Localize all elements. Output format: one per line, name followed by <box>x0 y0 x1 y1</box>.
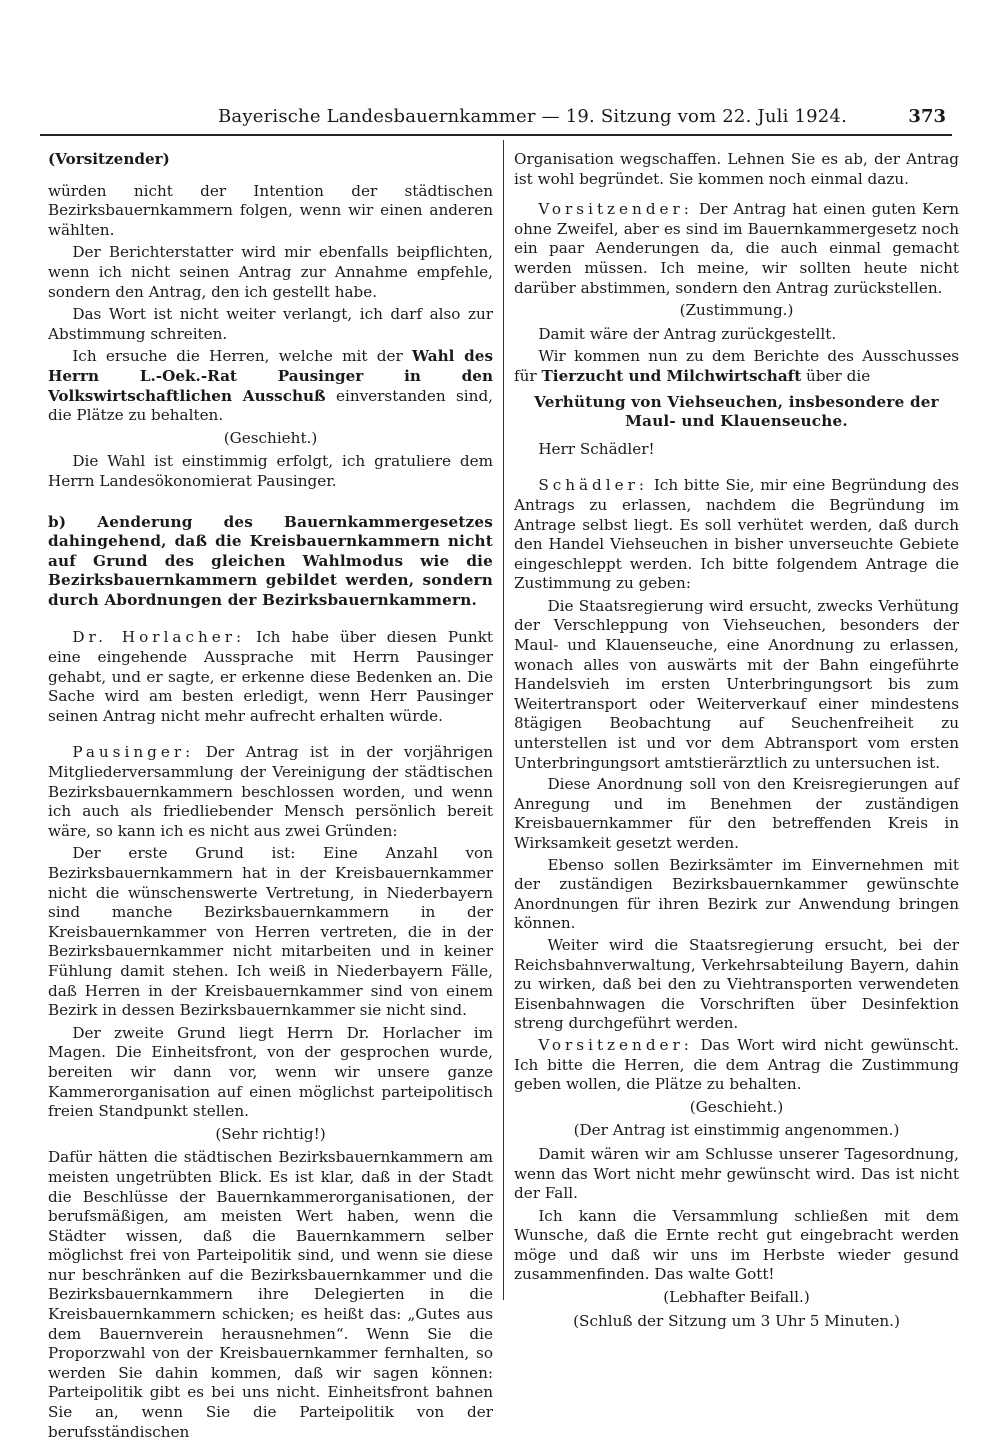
stage-direction: (Geschieht.) <box>689 1097 784 1116</box>
running-header <box>40 100 952 130</box>
paragraph: Damit wären wir am Schlusse unserer Tagesordnung, wenn das Wort nicht mehr gewünscht wird. Das ist nicht der Fall. <box>514 1144 959 1203</box>
motion-text: Diese Anordnung soll von den Kreisregierungen auf Anregung und im Benehmen der zuständigen Kreisbauernkammer für den betreffenden Kreis in Wirksamkeit gesetzt werden. <box>514 775 959 852</box>
speech <box>48 628 493 726</box>
text-run: einverstanden sind, die Plätze zu behalten. <box>48 386 493 425</box>
speech <box>514 1036 959 1095</box>
motion-text: Ebenso sollen Bezirksämter im Einvernehmen mit der zuständigen Bezirksbauernkammer gewünschte Anordnungen für ihren Bezirk zur Anwendung bringen können. <box>514 855 959 933</box>
paragraph: Der Berichterstatter wird mir ebenfalls beipflichten, wenn ich nicht seinen Antrag zur Annahme empfehle, sondern den Antrag, den ich gestellt habe. <box>48 243 493 301</box>
spacer <box>48 495 493 503</box>
emphasis-text: Wahl des Herrn L.-Oek.-Rat Pausinger in den Volkswirtschaftlichen Ausschuß <box>48 347 493 405</box>
running-title: Bayerische Landesbauernkammer — 19. Sitzung vom 22. Juli 1924. <box>218 106 847 127</box>
stage-direction: (Schluß der Sitzung um 3 Uhr 5 Minuten.) <box>573 1311 900 1330</box>
paragraph: Das Wort ist nicht weiter verlangt, ich darf also zur Abstimmung schreiten. <box>48 305 493 343</box>
text-run: über die <box>806 366 871 385</box>
paragraph: Damit wäre der Antrag zurückgestellt. <box>538 324 837 343</box>
page-number: 373 <box>908 106 946 127</box>
section-label: (Vorsitzender) <box>48 150 170 168</box>
paragraph: würden nicht der Intention der städtischen Bezirksbauernkammern folgen, wenn wir einen anderen wählten. <box>48 181 493 239</box>
paragraph: Dafür hätten die städtischen Bezirksbauernkammern am meisten ungetrübten Blick. Es ist klar, daß in der Stadt die Beschlüsse der Bauernkammerorganisationen, der berufsmäßigen, am meisten Wert haben, wenn die Städter wissen, daß die Bauernkammern selber möglichst frei von Parteipolitik sind, und wenn sie diese nur beschränken auf die Bezirksbauernkammer und die Bezirksbauernkammern ihre Delegierten in die Kreisbauernkammern schicken; es heißt das: „Gutes aus dem Bauernverein herausnehmen“. Wenn Sie die Proporzwahl von der Kreisbauernkammer fernhalten, so werden Sie dahin kommen, daß wir sagen können: Parteipolitik gibt es bei uns nicht. Einheitsfront bahnen Sie an, wenn Sie die Parteipolitik von der berufsständischen <box>48 1148 493 1441</box>
right-column <box>514 150 959 1335</box>
speaker-name: Vorsitzender: <box>538 1035 693 1054</box>
spacer <box>48 729 493 743</box>
motion-text: Weiter wird die Staatsregierung ersucht, bei der Reichsbahnverwaltung, Verkehrsabteilung Bayern, dahin zu wirken, daß bei den zu Viehtransporten verwendeten Eisenbahnwagen die Vorschriften über Desinfektion streng durchgeführt werden. <box>514 935 959 1033</box>
speech <box>48 743 493 841</box>
text-run: Ich ersuche die Herren, welche mit der <box>72 347 403 366</box>
agenda-heading: b) Aenderung des Bauernkammergesetzes dahingehend, daß die Kreisbauernkammern nicht auf Grund des gleichen Wahlmodus wie die Bezirksbauernkammern gebildet werden, sondern durch Abordnungen der Bezirksbauernkammern. <box>48 512 493 609</box>
column-divider <box>503 140 504 1300</box>
spacer <box>514 192 959 200</box>
paragraph: Der zweite Grund liegt Herrn Dr. Horlacher im Magen. Die Einheitsfront, von der gesprochen wurde, bereiten wir dann vor, wenn wir unsere ganze Kammerorganisation auf einen möglichst parteipolitisch freien Standpunkt stellen. <box>48 1023 493 1121</box>
speech-text: Der Antrag ist in der vorjährigen Mitgliederversammlung der Vereinigung der städtischen Bezirksbauernkammern beschlossen worden, und wenn ich auch als friedliebender Mensch persönlich bereit wäre, so kann ich es nicht aus zwei Gründen: <box>48 743 494 840</box>
motion-text: Die Staatsregierung wird ersucht, zwecks Verhütung der Verschleppung von Viehseuchen, besonders der Maul- und Klauenseuche, eine Anordnung zu erlassen, wonach alles von auswärts mit der Bahn eingeführte Handelsvieh im ersten Unterbringungsort bis zum Weitertransport oder Weiterverkauf einer mindestens 8tägigen Beobachtung auf Seuchenfreiheit zu unterstellen ist und vor dem Abtransport vom ersten Unterbringungsort amtstierärztlich zu untersuchen ist. <box>514 596 959 772</box>
paragraph: Der erste Grund ist: Eine Anzahl von Bezirksbauernkammern hat in der Kreisbauernkammer nicht die wünschenswerte Vertretung, in Niederbayern sind manche Bezirksbauernkammern in der Kreisbauernkammer von Herren vertreten, die in der Bezirksbauernkammer nicht mitarbeiten und in keiner Fühlung damit stehen. Ich weiß in Niederbayern Fälle, daß Herren in der Kreisbauernkammer sind von einem Bezirk in dessen Bezirksbauernkammer sie nicht sind. <box>48 844 493 1020</box>
paragraph <box>48 347 493 425</box>
paragraph: Die Wahl ist einstimmig erfolgt, ich gratuliere dem Herrn Landesökonomierat Pausinger. <box>48 452 493 490</box>
agenda-heading: Verhütung von Viehseuchen, insbesondere der Maul- und Klauenseuche. <box>534 392 939 431</box>
stage-direction: (Geschieht.) <box>223 428 318 447</box>
stage-direction: (Sehr richtig!) <box>215 1124 326 1143</box>
paragraph: Herr Schädler! <box>538 439 655 458</box>
paragraph: Ich kann die Versammlung schließen mit dem Wunsche, daß die Ernte recht gut eingebracht werden möge und daß wir uns im Herbste wieder gesund zusammenfinden. Das walte Gott! <box>514 1206 959 1284</box>
paragraph <box>514 347 959 386</box>
emphasis-text: Tierzucht und Milchwirtschaft <box>541 366 802 385</box>
header-rule <box>40 134 952 136</box>
stage-direction: (Lebhafter Beifall.) <box>663 1288 810 1307</box>
text-run: Wir kommen nun zu dem Berichte des Ausschusses für <box>514 347 959 385</box>
speech <box>514 476 959 594</box>
paragraph: Organisation wegschaffen. Lehnen Sie es ab, der Antrag ist wohl begründet. Sie kommen noch einmal dazu. <box>514 150 959 188</box>
speech-text: Das Wort wird nicht gewünscht. Ich bitte die Herren, die dem Antrag die Zustimmung geben wollen, die Plätze zu behalten. <box>514 1035 960 1094</box>
left-column <box>48 150 493 1445</box>
stage-direction: (Der Antrag ist einstimmig angenommen.) <box>573 1121 900 1140</box>
speech-text: Ich bitte Sie, mir eine Begründung des Antrags zu erlassen, nachdem die Begründung im Antrage selbst liegt. Es soll verhütet werden, daß durch den Handel Viehseuchen in bisher unverseuchte Gebiete eingeschleppt werden. Ich bitte folgendem Antrage die Zustimmung zu geben: <box>514 476 959 593</box>
speech-text: Der Antrag hat einen guten Kern ohne Zweifel, aber es sind im Bauernkammergesetz noch ein paar Aenderungen da, die auch einmal gemacht werden müssen. Ich meine, wir sollten heute nicht darüber abstimmen, sondern den Antrag zurückstellen. <box>514 200 959 297</box>
stage-direction: (Zustimmung.) <box>679 301 794 320</box>
speaker-name: Vorsitzender: <box>538 200 693 219</box>
spacer <box>514 462 959 476</box>
speech <box>514 200 959 298</box>
speaker-name: Dr. Horlacher: <box>72 628 246 647</box>
speech-text: Ich habe über diesen Punkt eine eingehende Aussprache mit Herrn Pausinger gehabt, und er sagte, er erkenne diese Bedenken an. Die Sache wird am besten erledigt, wenn Herr Pausinger seinen Antrag nicht mehr aufrecht erhalten würde. <box>48 628 493 725</box>
speaker-name: Schädler: <box>538 476 649 495</box>
speaker-name: Pausinger: <box>72 743 195 762</box>
